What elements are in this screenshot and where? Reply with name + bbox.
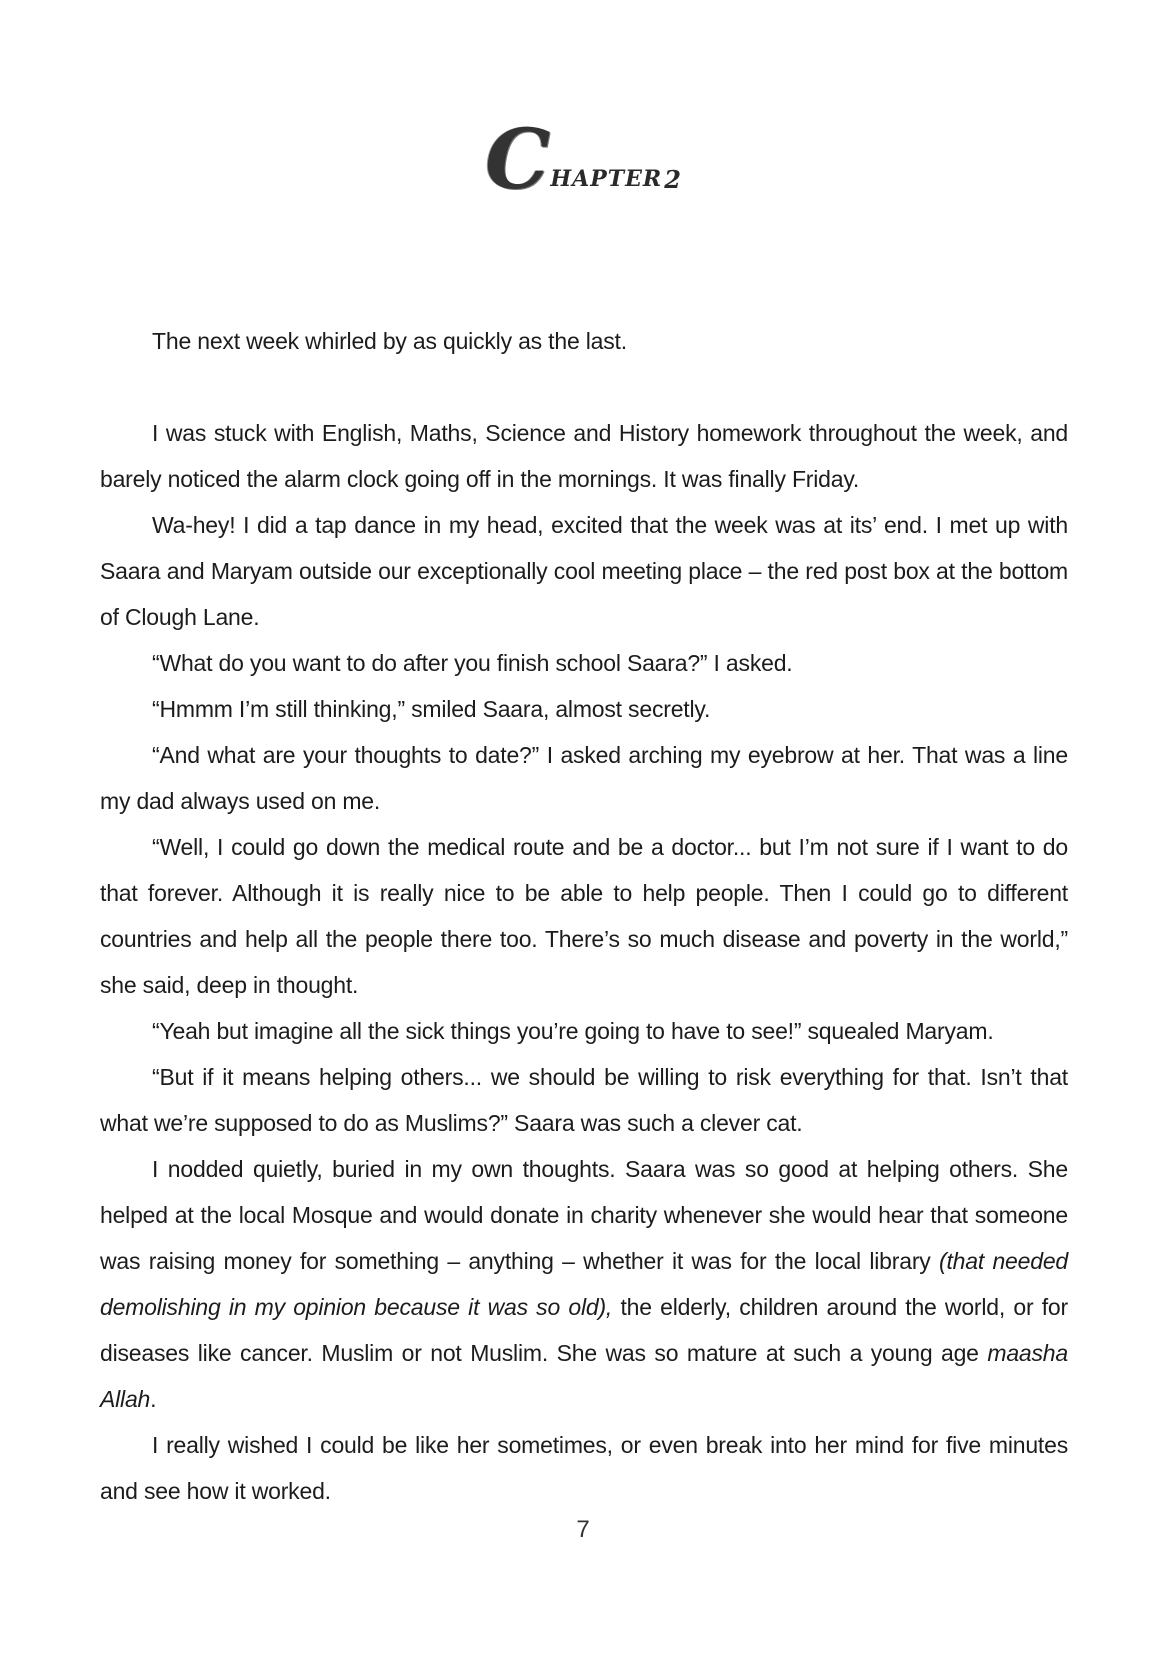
paragraph: “And what are your thoughts to date?” I asked arching my eyebrow at her. That was a line my dad always used on me. xyxy=(100,742,1068,814)
italic-phrase: maasha Allah xyxy=(100,1340,1068,1412)
paragraph-text: the elderly, children around the world, or for diseases like cancer. Muslim or not Muslim. She was so mature at such a young age xyxy=(100,1294,1068,1366)
paragraph: “Yeah but imagine all the sick things you’re going to have to see!” squealed Maryam. xyxy=(152,1018,994,1044)
paragraph xyxy=(100,1146,1068,1422)
italic-aside: (that needed demolishing in my opinion because it was so old), xyxy=(100,1248,1069,1320)
chapter-title-rest: HAPTER xyxy=(550,166,663,192)
chapter-number: 2 xyxy=(664,165,681,194)
paragraph: “What do you want to do after you finish school Saara?” I asked. xyxy=(152,650,793,676)
paragraph: Wa-hey! I did a tap dance in my head, excited that the week was at its’ end. I met up with Saara and Maryam outside our exceptionally cool meeting place – the red post box at the bottom of Clough Lane. xyxy=(100,512,1068,630)
paragraph: “Hmmm I’m still thinking,” smiled Saara, almost secretly. xyxy=(152,696,711,722)
chapter-heading xyxy=(0,112,1166,208)
page-number: 7 xyxy=(576,1516,590,1543)
paragraph: “But if it means helping others... we should be willing to risk everything for that. Isn’t that what we’re supposed to do as Muslims?” Saara was such a clever cat. xyxy=(100,1064,1068,1136)
paragraph: I really wished I could be like her sometimes, or even break into her mind for five minutes and see how it worked. xyxy=(100,1432,1068,1504)
paragraph-text: . xyxy=(150,1386,157,1412)
paragraph: “Well, I could go down the medical route and be a doctor... but I’m not sure if I want to do that forever. Although it is really nice to be able to help people. Then I could go to different countries and help all the people there too. There’s so much disease and poverty in the world,” she said, deep in thought. xyxy=(100,834,1068,998)
body-text xyxy=(100,318,1068,1514)
chapter-initial: C xyxy=(485,112,551,208)
paragraph: The next week whirled by as quickly as the last. xyxy=(152,328,627,354)
paragraph: I was stuck with English, Maths, Science and History homework throughout the week, and barely noticed the alarm clock going off in the mornings. It was finally Friday. xyxy=(100,420,1068,492)
paragraph-text: I nodded quietly, buried in my own thoughts. Saara was so good at helping others. She helped at the local Mosque and would donate in charity whenever she would hear that someone was raising money for something – anything – whether it was for the local library xyxy=(100,1156,1068,1274)
